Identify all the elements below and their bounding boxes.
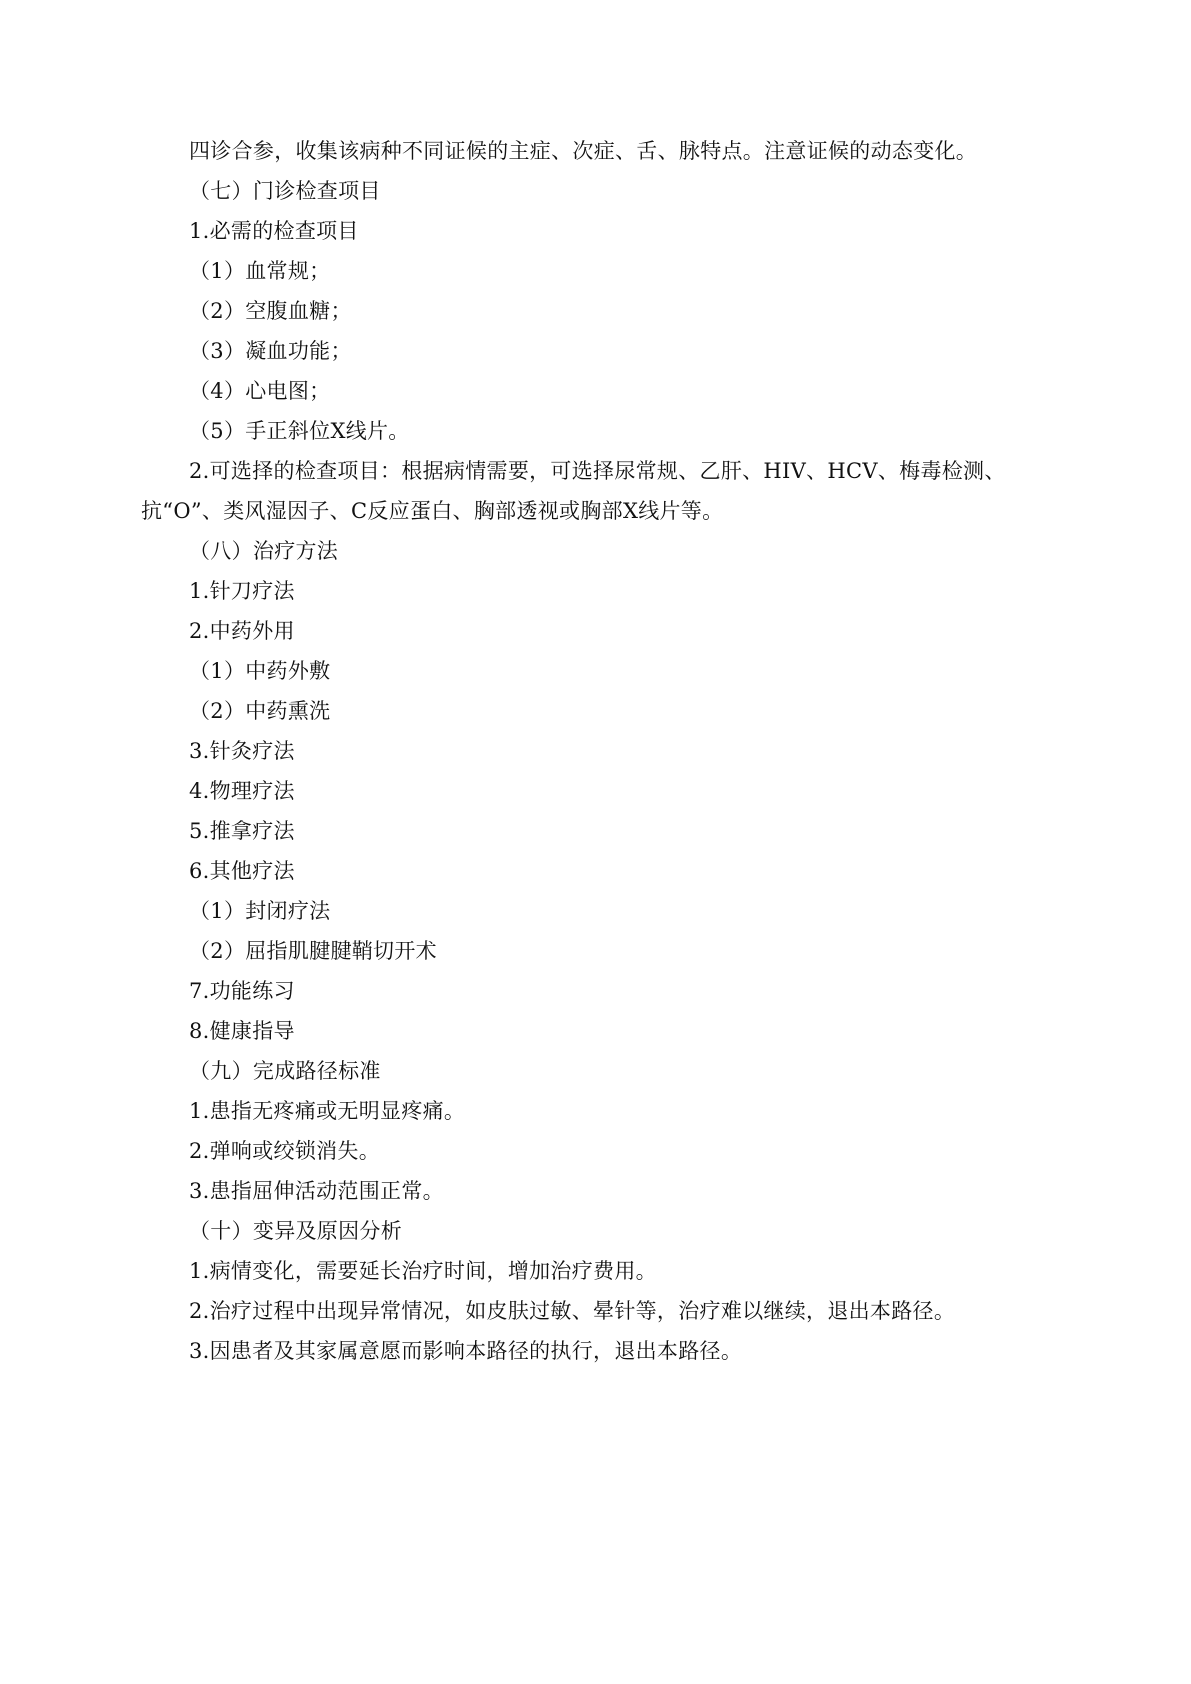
list-item: （1）中药外敷 [189,659,331,683]
list-item: （2）屈指肌腱腱鞘切开术 [189,939,437,963]
list-item: （2）空腹血糖； [189,299,352,323]
list-item: （1）封闭疗法 [189,899,331,923]
list-item: 2.治疗过程中出现异常情况，如皮肤过敏、晕针等，治疗难以继续，退出本路径。 [189,1299,956,1323]
list-item: 3.针灸疗法 [189,739,295,763]
section-heading-treatment-methods: （八）治疗方法 [189,539,339,563]
list-item: 1.必需的检查项目 [189,219,359,243]
section-heading-outpatient-tests: （七）门诊检查项目 [189,179,381,203]
list-item-optional-tests-continued: 抗“O”、类风湿因子、C反应蛋白、胸部透视或胸部X线片等。 [141,499,724,523]
section-heading-completion-criteria: （九）完成路径标准 [189,1059,381,1083]
list-item: 8.健康指导 [189,1019,295,1043]
list-item: 3.因患者及其家属意愿而影响本路径的执行，退出本路径。 [189,1339,743,1363]
list-item: 2.中药外用 [189,619,295,643]
list-item: （3）凝血功能； [189,339,352,363]
paragraph-syndrome-differentiation: 四诊合参，收集该病种不同证候的主症、次症、舌、脉特点。注意证候的动态变化。 [189,139,978,163]
list-item: （1）血常规； [189,259,331,283]
list-item: （4）心电图； [189,379,331,403]
list-item: 3.患指屈伸活动范围正常。 [189,1179,444,1203]
list-item: 1.针刀疗法 [189,579,295,603]
list-item: 5.推拿疗法 [189,819,295,843]
list-item: 4.物理疗法 [189,779,295,803]
section-heading-variation-analysis: （十）变异及原因分析 [189,1219,402,1243]
list-item: 2.弹响或绞锁消失。 [189,1139,381,1163]
list-item: 1.患指无疼痛或无明显疼痛。 [189,1099,466,1123]
list-item: 6.其他疗法 [189,859,295,883]
list-item-optional-tests: 2.可选择的检查项目：根据病情需要，可选择尿常规、乙肝、HIV、HCV、梅毒检测、 [189,459,1006,483]
list-item: （5）手正斜位X线片。 [189,419,410,443]
document-body [141,131,1061,1371]
list-item: （2）中药熏洗 [189,699,331,723]
list-item: 7.功能练习 [189,979,295,1003]
list-item: 1.病情变化，需要延长治疗时间，增加治疗费用。 [189,1259,657,1283]
